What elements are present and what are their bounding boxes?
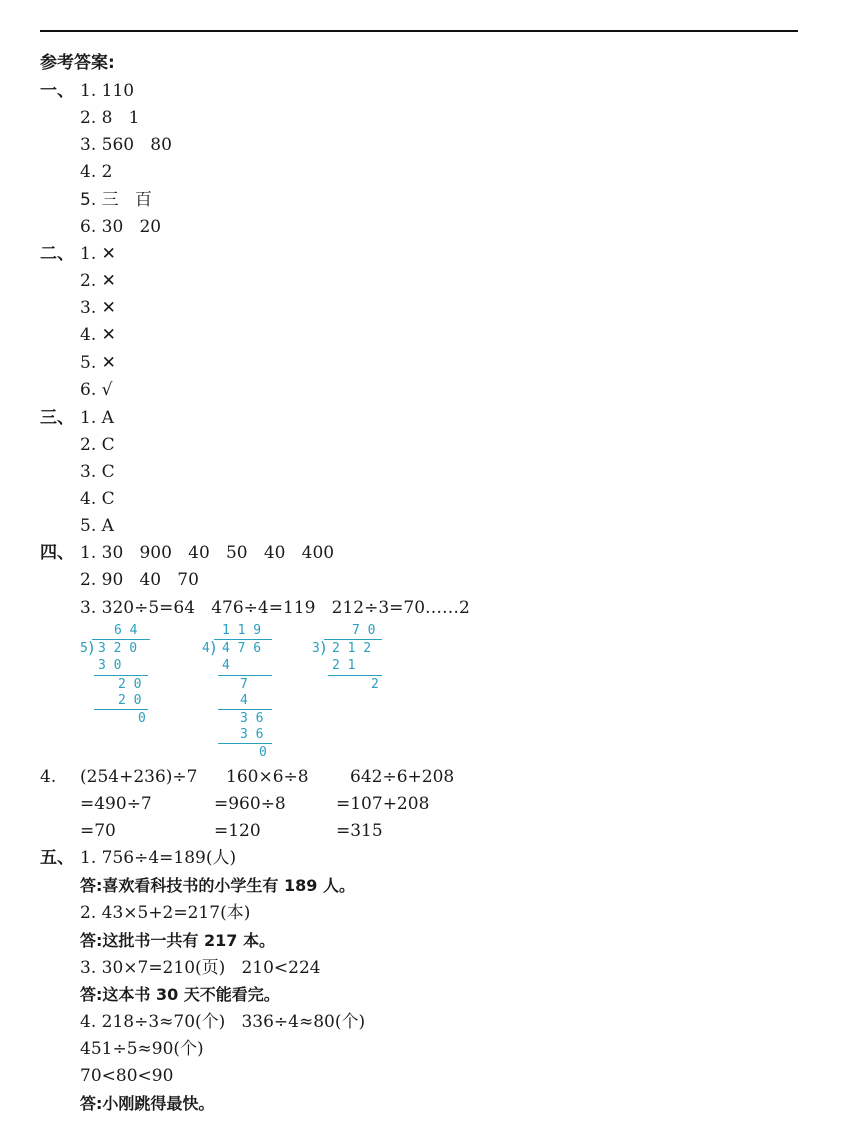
ld1-divisor: 5: [80, 641, 88, 656]
q4-col2-line-2: =960÷8: [214, 794, 286, 814]
s3-item-1: 1. A: [80, 408, 114, 428]
ld1-quotient: 6 4: [114, 623, 138, 638]
ld1-step-3: 2 0: [118, 693, 142, 708]
ld1-step-2: 2 0: [118, 677, 142, 692]
ld3-bracket: ): [320, 638, 327, 657]
s2-item-2: 2. ✕: [80, 271, 116, 291]
s3-item-5: 5. A: [80, 516, 114, 536]
ld2-divisor: 4: [202, 641, 210, 656]
top-rule: [40, 30, 798, 32]
ld2-bracket: ): [210, 638, 217, 657]
s1-item-6: 6. 30 20: [80, 217, 162, 237]
s5-line-2: 2. 43×5+2=217(本): [80, 903, 251, 923]
ld1-bracket: ): [88, 638, 95, 657]
ld1-step-4: 0: [138, 711, 146, 726]
s1-item-5: 5. 三 百: [80, 190, 152, 210]
ld3-step-1: 2 1: [332, 658, 356, 673]
ld3-step-2: 2: [371, 677, 379, 692]
s4-item-2: 2. 90 40 70: [80, 570, 199, 590]
s5-answer-4: 答:小刚跳得最快。: [80, 1094, 215, 1113]
q4-col1-line-2: =490÷7: [80, 794, 152, 814]
q4-col3-line-2: =107+208: [336, 794, 430, 814]
section-1-label: 一、: [40, 81, 74, 101]
q4-col3-line-1: 642÷6+208: [350, 767, 455, 787]
s2-item-1: 1. ✕: [80, 244, 116, 264]
s5-answer-3: 答:这本书 30 天不能看完。: [80, 985, 280, 1004]
s3-item-3: 3. C: [80, 462, 115, 482]
s5-line-1: 1. 756÷4=189(人): [80, 848, 237, 868]
q4-col1-line-1: (254+236)÷7: [80, 767, 198, 787]
s5-line-4: 4. 218÷3≈70(个) 336÷4≈80(个): [80, 1012, 366, 1032]
q4-col2-line-3: =120: [214, 821, 261, 841]
s2-item-4: 4. ✕: [80, 325, 116, 345]
s2-item-6: 6. √: [80, 380, 113, 400]
ld2-quotient: 1 1 9: [222, 623, 262, 638]
ld2-step-6: 0: [259, 745, 267, 760]
s5-line-3: 3. 30×7=210(页) 210<224: [80, 958, 321, 978]
page-title: 参考答案:: [40, 53, 115, 73]
section-4-label: 四、: [40, 543, 74, 563]
ld3-dividend: 2 1 2: [332, 641, 372, 656]
ld2-step-4: 3 6: [240, 711, 264, 726]
s2-item-5: 5. ✕: [80, 353, 116, 373]
s5-answer-2: 答:这批书一共有 217 本。: [80, 931, 275, 950]
ld3-quotient: 7 0: [352, 623, 376, 638]
q4-col2-line-1: 160×6÷8: [226, 767, 309, 787]
s3-item-2: 2. C: [80, 435, 115, 455]
section-3-label: 三、: [40, 408, 74, 428]
s1-item-4: 4. 2: [80, 162, 113, 182]
section-5-label: 五、: [40, 848, 74, 868]
section-2-label: 二、: [40, 244, 74, 264]
s5-answer-1: 答:喜欢看科技书的小学生有 189 人。: [80, 876, 355, 895]
s1-item-3: 3. 560 80: [80, 135, 172, 155]
ld2-dividend: 4 7 6: [222, 641, 262, 656]
s5-line-6: 70<80<90: [80, 1066, 174, 1086]
s1-item-2: 2. 8 1: [80, 108, 140, 128]
ld1-step-1: 3 0: [98, 658, 122, 673]
ld2-step-1: 4: [222, 658, 230, 673]
s1-item-1: 1. 110: [80, 81, 135, 101]
ld3-divisor: 3: [312, 641, 320, 656]
s4-item-3: 3. 320÷5=64 476÷4=119 212÷3=70……2: [80, 598, 470, 618]
q4-col3-line-3: =315: [336, 821, 383, 841]
q4-number: 4.: [40, 767, 57, 787]
s5-line-5: 451÷5≈90(个): [80, 1039, 204, 1059]
ld1-dividend: 3 2 0: [98, 641, 138, 656]
s4-item-1: 1. 30 900 40 50 40 400: [80, 543, 335, 563]
s3-item-4: 4. C: [80, 489, 115, 509]
s2-item-3: 3. ✕: [80, 298, 116, 318]
q4-col1-line-3: =70: [80, 821, 116, 841]
ld2-step-5: 3 6: [240, 727, 264, 742]
ld2-step-3: 4: [240, 693, 248, 708]
ld2-step-2: 7: [240, 677, 248, 692]
